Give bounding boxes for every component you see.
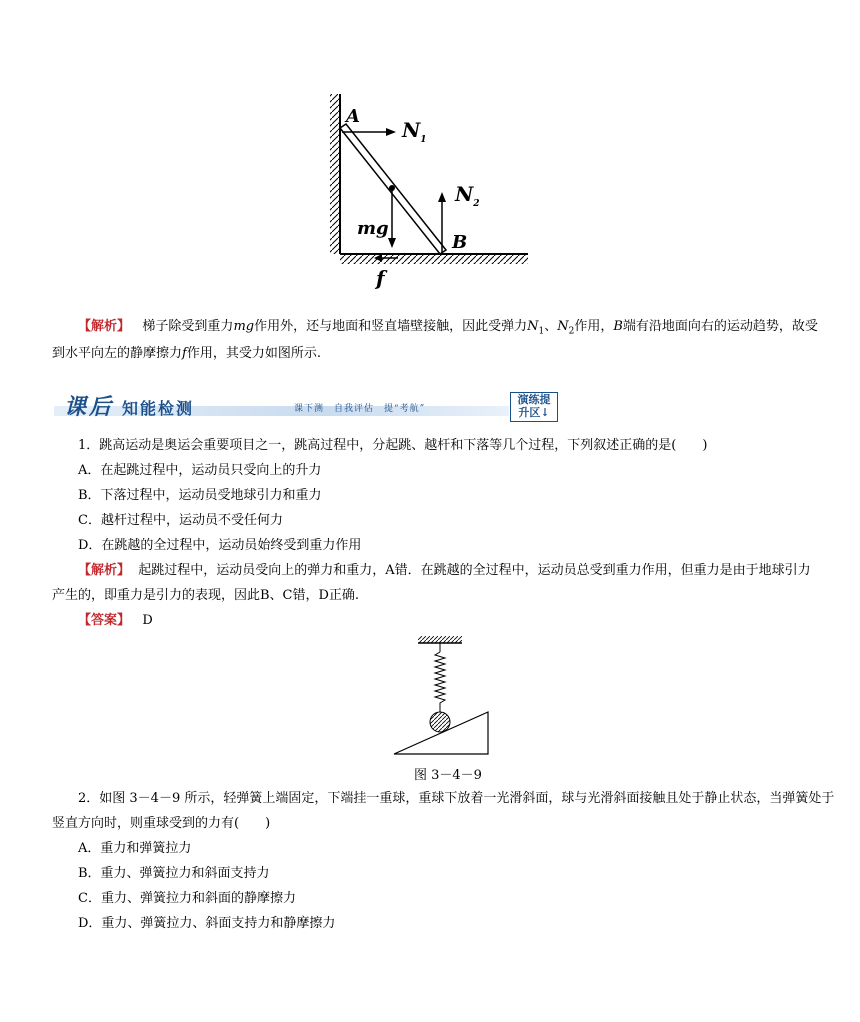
n1-arrow [386, 128, 396, 136]
practice-box-line2: 升区↓ [518, 406, 550, 419]
analysis1-line2: 到水平向左的静摩擦力f作用，其受力如图所示. [52, 346, 321, 361]
analysis-tag: 【解析】 [78, 563, 131, 578]
floor [340, 254, 528, 264]
q1-analysis-line2: 产生的，即重力是引力的表现，因此B、C错，D正确. [52, 588, 360, 603]
heavy-ball [430, 712, 450, 732]
label-n2: $N_2$ [455, 182, 480, 209]
ceiling [418, 636, 462, 643]
q2-option-b: B．重力、弹簧拉力和斜面支持力 [78, 866, 270, 881]
q1-option-b: B．下落过程中，运动员受地球引力和重力 [78, 488, 322, 503]
q2-option-d: D．重力、弹簧拉力、斜面支持力和静摩擦力 [78, 916, 336, 931]
section-banner [54, 392, 562, 422]
practice-box-line1: 演练提 [517, 393, 551, 406]
practice-box[interactable] [510, 392, 558, 422]
q2-option-a: A．重力和弹簧拉力 [78, 841, 192, 856]
label-b: B [452, 232, 468, 253]
spring-ball-incline-diagram [390, 632, 500, 758]
label-n1: $N_1$ [402, 118, 427, 145]
q2-option-c: C．重力、弹簧拉力和斜面的静摩擦力 [78, 891, 296, 906]
q1-analysis-line1: 【解析】 起跳过程中，运动员受向上的弹力和重力，A错．在跳越的全过程中，运动员总受到重力作用，但重力是由于地球引力 [78, 563, 811, 578]
banner-title-small: 知能检测 [122, 399, 195, 418]
wall [330, 94, 340, 254]
answer-tag: 【答案】 [78, 613, 131, 628]
mg-arrow [388, 238, 396, 248]
analysis1-line1: 【解析】 梯子除受到重力mg作用外，还与地面和竖直墙壁接触，因此受弹力$N_1$、$N_2$作用，B端有沿地面向右的运动趋势，故受 [78, 319, 818, 337]
q2-stem-line2: 竖直方向时，则重球受到的力有( ) [52, 816, 271, 831]
n2-arrow [438, 192, 446, 202]
label-mg: mg [357, 218, 389, 239]
q1-answer: 【答案】 D [78, 613, 153, 628]
q1-option-d: D．在跳越的全过程中，运动员始终受到重力作用 [78, 538, 362, 553]
q1-stem: 1．跳高运动是奥运会重要项目之一，跳高过程中，分起跳、越杆和下落等几个过程，下列叙述正确的是( ) [78, 438, 708, 453]
banner-slogan: 课下测 自我评估 提“考航” [294, 404, 426, 414]
analysis-tag: 【解析】 [78, 319, 131, 334]
spring [435, 652, 445, 712]
label-f: f [376, 266, 385, 290]
q1-option-a: A．在起跳过程中，运动员只受向上的升力 [78, 463, 322, 478]
q1-option-c: C．越杆过程中，运动员不受任何力 [78, 513, 283, 528]
q2-stem-line1: 2．如图 3－4－9 所示，轻弹簧上端固定，下端挂一重球，重球下放着一光滑斜面，球与光滑斜面接触且处于静止状态，当弹簧处于 [78, 791, 835, 806]
figure-caption: 图 3－4－9 [414, 768, 482, 783]
label-a: A [346, 106, 360, 127]
banner-title-big: 课后 [64, 394, 115, 420]
